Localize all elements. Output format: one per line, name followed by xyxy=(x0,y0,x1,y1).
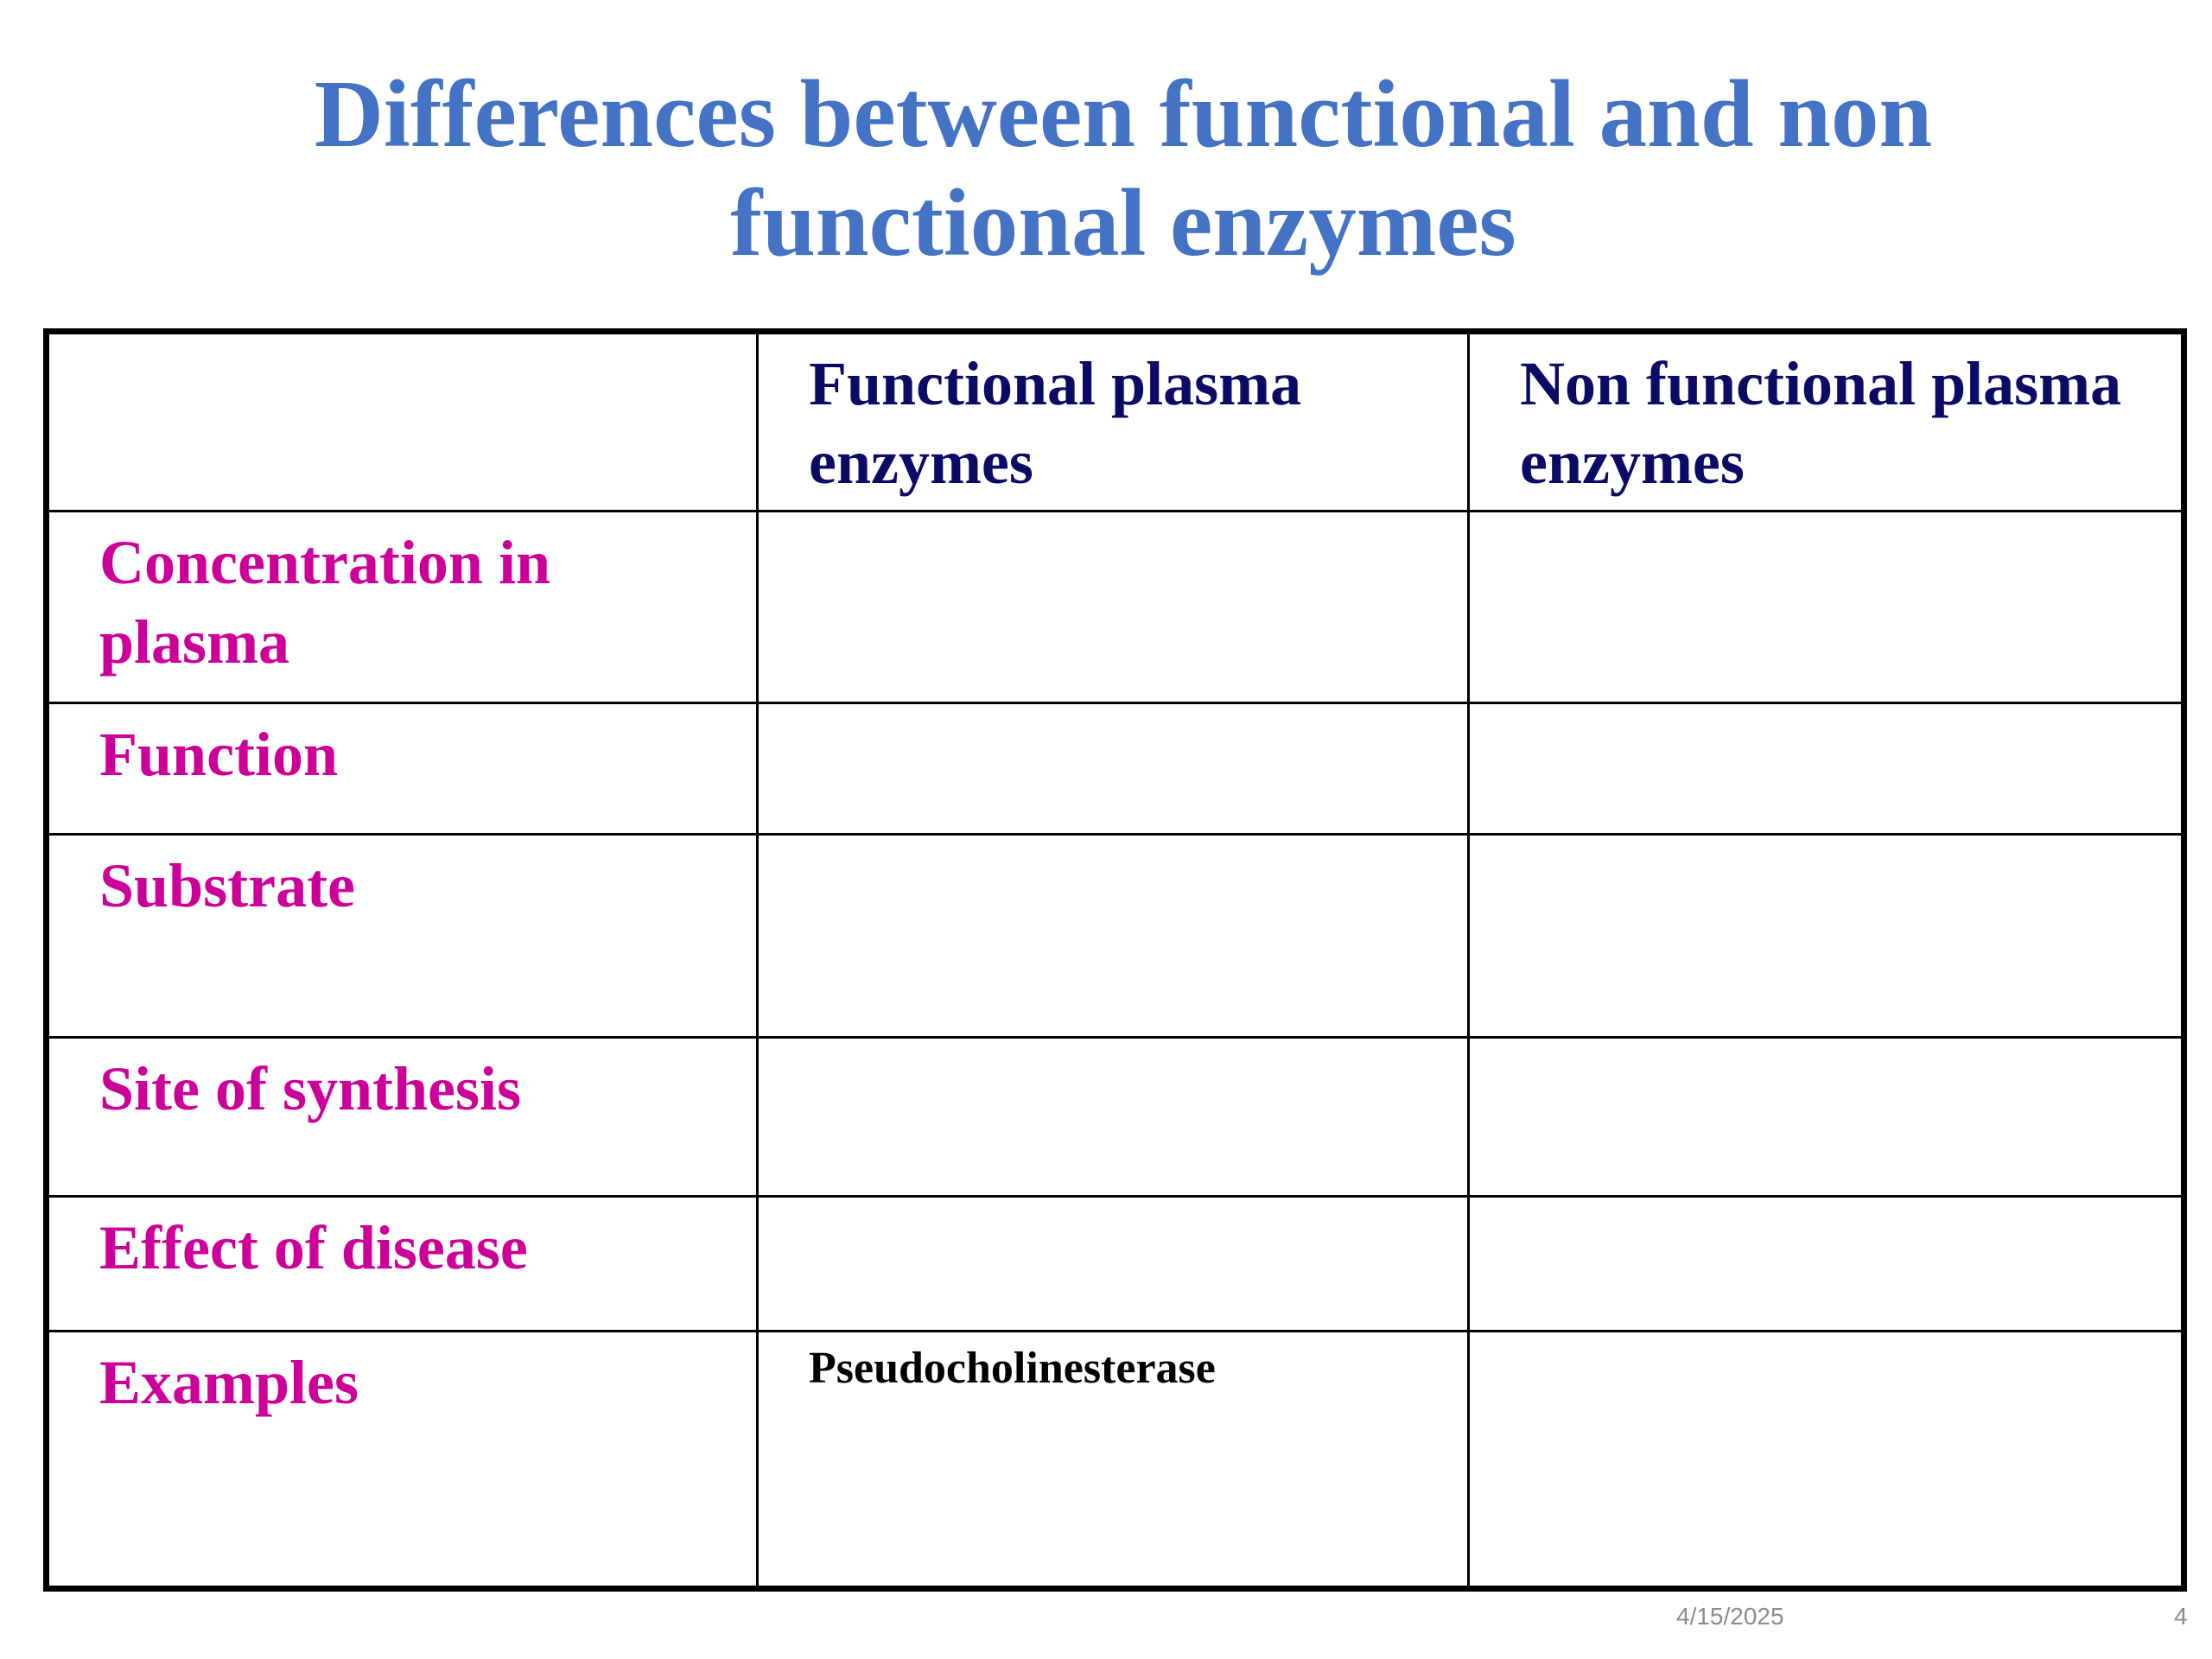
row-label-cell xyxy=(47,512,758,703)
table-row xyxy=(47,512,2184,703)
table-row xyxy=(47,835,2184,1038)
functional-cell xyxy=(758,1038,1469,1197)
non-functional-cell xyxy=(1469,1197,2184,1332)
slide-title-line-2: functional enzymes xyxy=(730,170,1516,276)
slide-page-number: 4 xyxy=(2174,1603,2188,1630)
slide-date: 4/15/2025 xyxy=(1676,1603,1784,1630)
non-functional-cell xyxy=(1469,1332,2184,1589)
functional-cell xyxy=(758,1332,1469,1589)
non-functional-cell xyxy=(1469,1038,2184,1197)
non-functional-cell xyxy=(1469,703,2184,835)
slide-title xyxy=(0,60,2212,278)
non-functional-cell xyxy=(1469,835,2184,1038)
row-label: Substrate xyxy=(99,851,356,920)
table-row xyxy=(47,1038,2184,1197)
header-cell-functional xyxy=(758,332,1469,512)
header-cell-non-functional xyxy=(1469,332,2184,512)
table-header-row xyxy=(47,332,2184,512)
column-header-functional: Functional plasma enzymes xyxy=(809,349,1302,497)
table-row xyxy=(47,703,2184,835)
slide-title-line-1: Differences between functional and non xyxy=(314,61,1933,168)
row-label: Effect of disease xyxy=(99,1213,528,1282)
row-label-cell xyxy=(47,703,758,835)
row-label: Site of synthesis xyxy=(99,1054,522,1123)
functional-cell xyxy=(758,703,1469,835)
table-row xyxy=(47,1332,2184,1589)
row-label: Examples xyxy=(99,1348,359,1417)
row-label-cell xyxy=(47,1332,758,1589)
column-header-non-functional: Non functional plasma enzymes xyxy=(1520,349,2122,497)
non-functional-cell xyxy=(1469,512,2184,703)
row-label-cell xyxy=(47,835,758,1038)
row-label-cell xyxy=(47,1038,758,1197)
row-label-cell xyxy=(47,1197,758,1332)
functional-cell xyxy=(758,835,1469,1038)
header-cell-empty xyxy=(47,332,758,512)
example-functional-text: Pseudocholinesterase xyxy=(809,1344,1216,1393)
row-label: Concentration in plasma xyxy=(99,528,550,677)
table-row xyxy=(47,1197,2184,1332)
row-label: Function xyxy=(99,720,339,789)
comparison-table xyxy=(43,328,2187,1592)
functional-cell xyxy=(758,512,1469,703)
functional-cell xyxy=(758,1197,1469,1332)
